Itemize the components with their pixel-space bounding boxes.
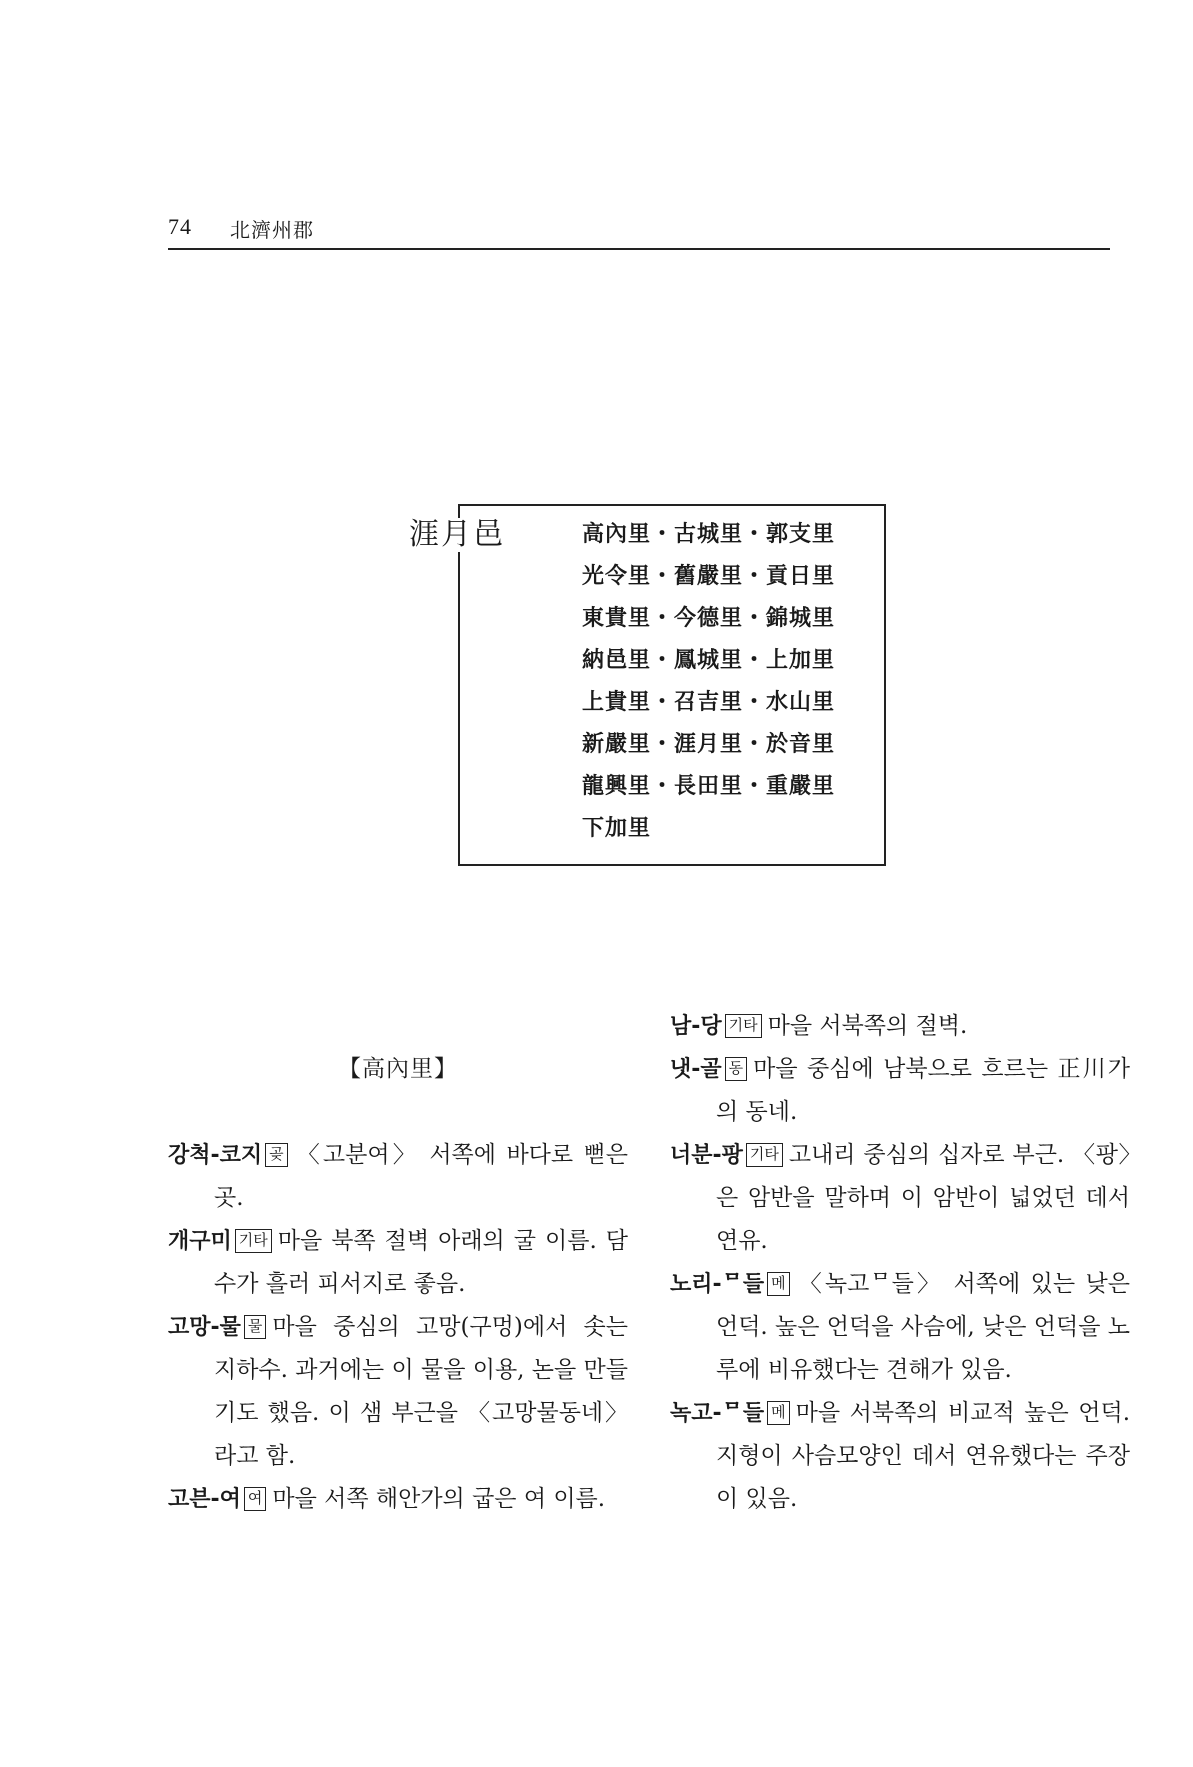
- town-box-left-rule: [458, 504, 460, 866]
- page-header: [168, 208, 1110, 250]
- entry-term: 개구미: [168, 1229, 232, 1254]
- entry-term: 남-당: [670, 1014, 722, 1039]
- page-number: 74: [168, 214, 192, 239]
- section-heading: 【高內里】: [338, 1056, 458, 1082]
- category-tag: 메: [767, 1272, 790, 1296]
- category-tag: 물: [244, 1315, 267, 1339]
- village-row: 新嚴里・涯月里・於音里: [582, 732, 836, 757]
- entry-text: 마을 서북쪽의 비교적 높은 언덕. 지형이 사슴모양인 데서 연유했다는 주장이 있음.: [716, 1400, 1130, 1512]
- town-name: 涯月邑: [405, 518, 509, 552]
- right-column: [670, 1005, 1130, 1521]
- place-entry: [670, 1005, 1130, 1048]
- entry-term: 고븐-여: [168, 1487, 241, 1512]
- category-tag: 기타: [725, 1014, 762, 1038]
- entry-term: 고망-물: [168, 1315, 241, 1340]
- entry-text: 고내리 중심의 십자로 부근. 〈팡〉은 암반을 말하며 이 암반이 넓었던 데서 연유.: [716, 1142, 1130, 1254]
- left-column: [168, 1005, 628, 1521]
- entry-text: 〈고분여〉 서쪽에 바다로 뻗은 곳.: [214, 1142, 628, 1211]
- village-row: 上貴里・召吉里・水山里: [582, 690, 836, 715]
- place-entry: [670, 1048, 1130, 1134]
- village-row: 高內里・古城里・郭支里: [582, 522, 836, 547]
- village-row: 納邑里・鳳城里・上加里: [582, 648, 836, 673]
- village-row: 光令里・舊嚴里・貢日里: [582, 564, 836, 589]
- entry-text: 마을 서북쪽의 절벽.: [767, 1013, 968, 1039]
- entry-term: 노리-ᄆ들: [670, 1272, 765, 1297]
- entry-term: 녹고-ᄆ들: [670, 1401, 765, 1426]
- entry-text: 마을 북쪽 절벽 아래의 굴 이름. 담수가 흘러 피서지로 좋음.: [214, 1228, 628, 1297]
- place-entry: [168, 1220, 628, 1306]
- village-row: 東貴里・今德里・錦城里: [582, 606, 836, 631]
- running-title: 北濟州郡: [230, 218, 314, 242]
- entry-term: 강척-코지: [168, 1143, 263, 1168]
- category-tag: 여: [244, 1487, 267, 1511]
- category-tag: 기타: [746, 1143, 783, 1167]
- entry-columns: [168, 1005, 1130, 1595]
- entry-term: 너분-팡: [670, 1143, 743, 1168]
- village-list: [582, 518, 835, 854]
- place-entry: [670, 1134, 1130, 1263]
- place-entry: [670, 1392, 1130, 1521]
- entry-text: 마을 서쪽 해안가의 굽은 여 이름.: [272, 1486, 606, 1512]
- place-entry: [168, 1478, 628, 1521]
- entry-text: 마을 중심의 고망(구멍)에서 솟는 지하수. 과거에는 이 물을 이용, 논을 만들기도 했음. 이 샘 부근을 〈고망물동네〉라고 함.: [214, 1314, 628, 1469]
- place-entry: [168, 1306, 628, 1478]
- entry-term: 냇-골: [670, 1057, 722, 1082]
- village-row: 龍興里・長田里・重嚴里: [582, 774, 836, 799]
- category-tag: 메: [767, 1401, 790, 1425]
- village-row: 下加里: [582, 816, 652, 841]
- category-tag: 기타: [235, 1229, 272, 1253]
- place-entry: [168, 1134, 628, 1220]
- place-entry: [670, 1263, 1130, 1392]
- category-tag: 동: [725, 1057, 748, 1081]
- category-tag: 곶: [265, 1143, 288, 1167]
- entry-text: 마을 중심에 남북으로 흐르는 正川가의 동네.: [716, 1056, 1130, 1125]
- entry-text: 〈녹고ᄆ들〉 서쪽에 있는 낮은 언덕. 높은 언덕을 사슴에, 낮은 언덕을 노루에 비유했다는 견해가 있음.: [716, 1271, 1130, 1383]
